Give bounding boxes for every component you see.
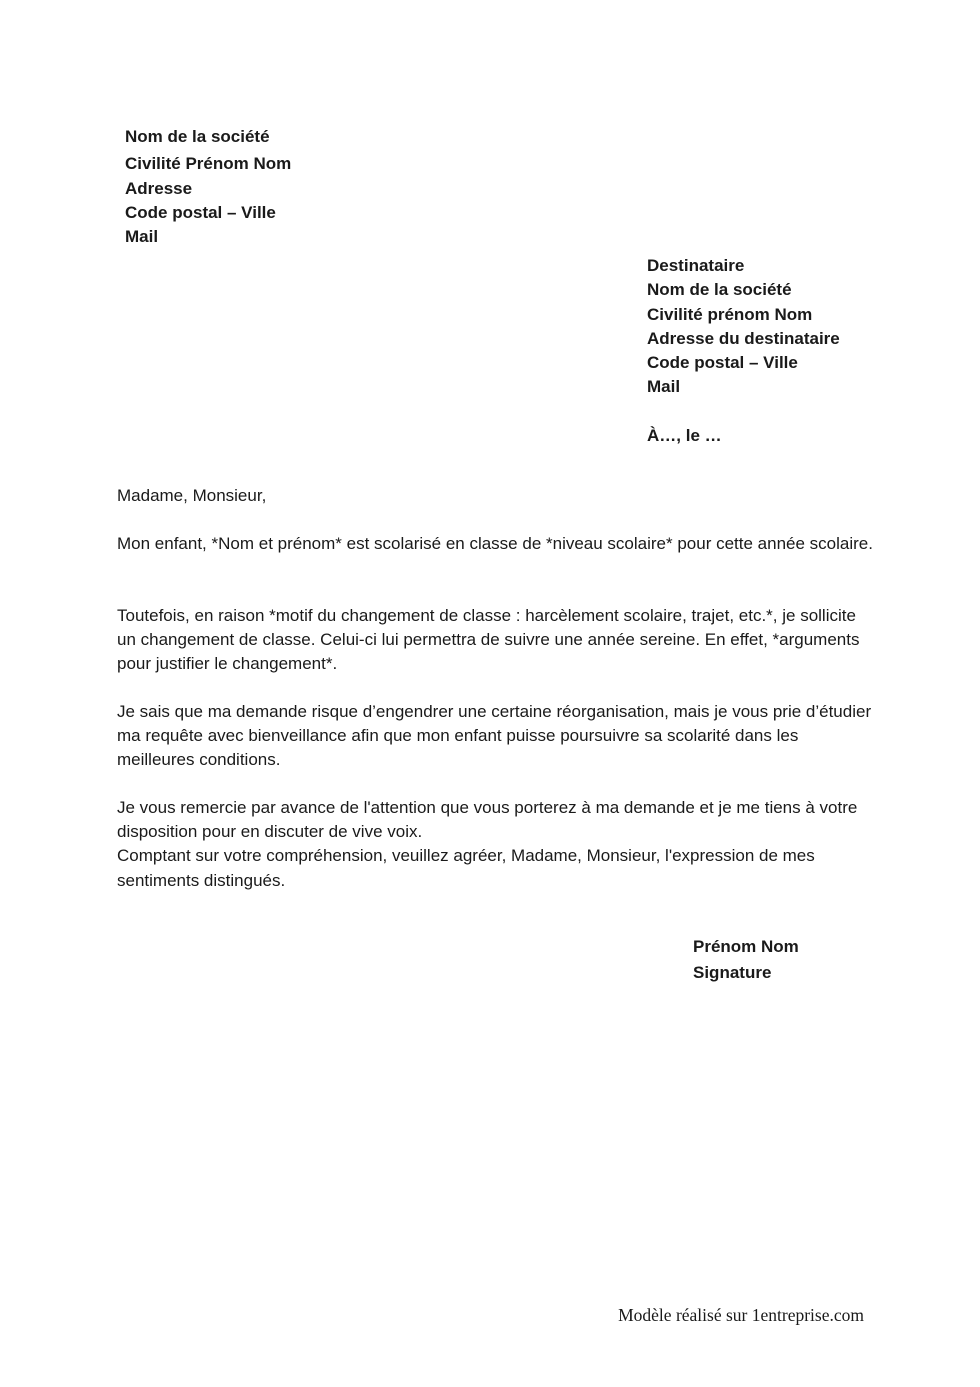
- signature-label: Signature: [693, 963, 772, 982]
- signature-block: [693, 934, 799, 986]
- sender-company: Nom de la société: [125, 127, 270, 146]
- paragraph-2-text: Toutefois, en raison *motif du changement de classe : harcèlement scolaire, trajet, etc.*, je sollicite un changement de classe. Celui-ci lui permettra de suivre une année sereine. En effet, *arguments pour justifier le changement*.: [117, 606, 860, 674]
- paragraph-reorganisation: [117, 700, 877, 773]
- sender-postal-city: Code postal – Ville: [125, 202, 276, 222]
- date-place: À…, le …: [647, 425, 722, 445]
- sender-address: Adresse: [125, 178, 193, 198]
- sender-name: Civilité Prénom Nom: [125, 154, 292, 174]
- recipient-mail: Mail: [647, 377, 681, 397]
- paragraph-1-text: Mon enfant, *Nom et prénom* est scolarisé en classe de *niveau scolaire* pour cette année scolaire.: [117, 534, 873, 553]
- sender-block: [125, 125, 291, 249]
- recipient-company: Nom de la société: [647, 280, 792, 300]
- salutation-text: Madame, Monsieur,: [117, 486, 267, 505]
- paragraph-closing: [117, 796, 877, 893]
- sender-mail: Mail: [125, 227, 159, 247]
- signature-name: Prénom Nom: [693, 937, 799, 956]
- recipient-postal-city: Code postal – Ville: [647, 353, 798, 373]
- paragraph-4a-text: Je vous remercie par avance de l'attention que vous porterez à ma demande et je me tiens à votre disposition pour en discuter de vive voix.: [117, 798, 858, 842]
- paragraph-request: [117, 604, 877, 677]
- recipient-name: Civilité prénom Nom: [647, 304, 813, 324]
- paragraph-4b-text: Comptant sur votre compréhension, veuillez agréer, Madame, Monsieur, l'expression de mes sentiments distingués.: [117, 846, 815, 890]
- paragraph-enrollment: [117, 532, 877, 556]
- salutation: [117, 484, 877, 508]
- recipient-block: [647, 254, 840, 448]
- paragraph-3-text: Je sais que ma demande risque d’engendrer une certaine réorganisation, mais je vous prie d’étudier ma requête avec bienveillance afin que mon enfant puisse poursuivre sa scolarité dans les meilleures conditions.: [117, 702, 872, 770]
- footer-credit: Modèle réalisé sur 1entreprise.com: [618, 1305, 864, 1325]
- recipient-address: Adresse du destinataire: [647, 328, 840, 348]
- recipient-label: Destinataire: [647, 256, 745, 275]
